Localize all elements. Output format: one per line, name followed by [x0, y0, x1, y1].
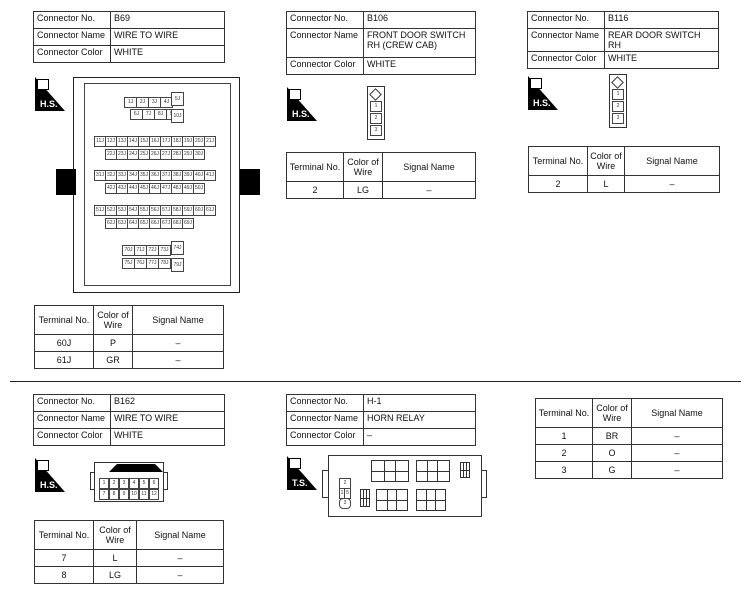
label: Connector No. — [528, 12, 605, 29]
signal-cell: – — [625, 176, 720, 193]
color-cell: GR — [94, 352, 133, 369]
signal-cell: – — [137, 550, 224, 567]
pin: 48J — [171, 183, 183, 194]
pin: 12 — [149, 489, 159, 500]
h1-terminal-table — [535, 398, 723, 479]
badge-label: H.S. — [40, 99, 58, 109]
header-terminal: Terminal No. — [287, 153, 344, 182]
pin: 38J — [171, 170, 183, 181]
pin: 25J — [138, 149, 150, 160]
pin: 2 — [109, 478, 119, 489]
relay-cavity — [371, 460, 409, 482]
pin: 8 — [109, 489, 119, 500]
pin: 3 — [119, 478, 129, 489]
pin: 2 — [612, 101, 624, 112]
value: WHITE — [111, 46, 225, 63]
label: Connector Name — [287, 412, 364, 429]
pin: 11 — [139, 489, 149, 500]
pin: 42J — [105, 183, 117, 194]
pin: 4J — [160, 97, 173, 108]
b162-connector — [94, 462, 164, 502]
signal-cell: – — [137, 567, 224, 584]
signal-cell: – — [383, 182, 476, 199]
pin: 33J — [116, 170, 128, 181]
pin: 10J — [171, 109, 184, 123]
header-color: Color of Wire — [94, 306, 133, 335]
value: B162 — [111, 395, 225, 412]
pin: 66J — [149, 218, 161, 229]
pin: 9 — [119, 489, 129, 500]
relay-cavity — [360, 489, 370, 507]
pin: 57J — [160, 205, 172, 216]
table-row — [35, 567, 224, 584]
terminal-cell: 61J — [35, 352, 94, 369]
harness-side-icon — [287, 87, 317, 121]
right-latch — [163, 472, 168, 490]
pin: 7J — [142, 109, 155, 120]
pin: 2 — [339, 478, 351, 489]
label: Connector Name — [287, 29, 364, 58]
pin: 36J — [149, 170, 161, 181]
section-divider — [10, 381, 741, 382]
pin: 77J — [146, 258, 159, 269]
pin: 19J — [182, 136, 194, 147]
pin: 69J — [182, 218, 194, 229]
header-terminal: Terminal No. — [35, 306, 94, 335]
pin: 43J — [116, 183, 128, 194]
pin: 22J — [105, 149, 117, 160]
pin: 49J — [182, 183, 194, 194]
signal-cell: – — [632, 445, 723, 462]
color-cell: P — [94, 335, 133, 352]
harness-side-icon — [35, 77, 65, 111]
pin: 70J — [122, 245, 135, 256]
pin: 27J — [160, 149, 172, 160]
pin: 46J — [149, 183, 161, 194]
relay-cavity — [376, 489, 408, 511]
latch-icon — [109, 464, 163, 472]
header-signal: Signal Name — [137, 521, 224, 550]
b69-info-table — [33, 11, 225, 63]
pin: 67J — [160, 218, 172, 229]
label: Connector Color — [287, 429, 364, 446]
latch-icon — [611, 76, 624, 89]
badge-label: T.S. — [292, 478, 308, 488]
b106-terminal-table — [286, 152, 476, 199]
pin: 35J — [138, 170, 150, 181]
badge-label: H.S. — [40, 480, 58, 490]
pin: 3 — [339, 498, 351, 509]
relay-pin-block — [339, 478, 351, 508]
right-latch — [240, 169, 260, 195]
header-color: Color of Wire — [94, 521, 137, 550]
value: B69 — [111, 12, 225, 29]
left-latch — [56, 169, 76, 195]
harness-side-icon — [528, 76, 558, 110]
header-signal: Signal Name — [133, 306, 224, 335]
pin: 8J — [154, 109, 167, 120]
label: Connector Name — [528, 29, 605, 52]
b69-terminal-table — [34, 305, 224, 369]
pin: 65J — [138, 218, 150, 229]
header-signal: Signal Name — [383, 153, 476, 182]
pin: 1J — [124, 97, 137, 108]
pin: 61J — [204, 205, 216, 216]
pin: 2J — [136, 97, 149, 108]
color-cell: G — [593, 462, 632, 479]
header-terminal: Terminal No. — [529, 147, 588, 176]
table-row — [287, 182, 476, 199]
color-cell: L — [94, 550, 137, 567]
label: Connector Color — [34, 429, 111, 446]
label: Connector Color — [34, 46, 111, 63]
pin: 17J — [160, 136, 172, 147]
value: WHITE — [605, 52, 719, 69]
pin: 45J — [138, 183, 150, 194]
header-signal: Signal Name — [625, 147, 720, 176]
pin: 34J — [127, 170, 139, 181]
pin: 15J — [138, 136, 150, 147]
pin: 56J — [149, 205, 161, 216]
terminal-cell: 1 — [536, 428, 593, 445]
pin: 14J — [127, 136, 139, 147]
terminal-cell: 2 — [287, 182, 344, 199]
pin: 23J — [116, 149, 128, 160]
pin: 54J — [127, 205, 139, 216]
pin: 71J — [134, 245, 147, 256]
label: Connector No. — [287, 12, 364, 29]
right-latch — [481, 470, 487, 498]
pin: 37J — [160, 170, 172, 181]
terminal-cell: 2 — [529, 176, 588, 193]
h1-info-table — [286, 394, 476, 446]
pin: 68J — [171, 218, 183, 229]
connector-glyph-icon — [289, 458, 301, 469]
pin: 72J — [146, 245, 159, 256]
pin: 31J — [94, 170, 106, 181]
color-cell: BR — [593, 428, 632, 445]
terminal-cell: 7 — [35, 550, 94, 567]
b162-terminal-table — [34, 520, 224, 584]
table-row — [536, 445, 723, 462]
pin: 47J — [160, 183, 172, 194]
pin: 78J — [158, 258, 171, 269]
b106-info-table — [286, 11, 476, 75]
table-row — [35, 352, 224, 369]
pin: 30J — [193, 149, 205, 160]
header-color: Color of Wire — [588, 147, 625, 176]
pin: 10 — [129, 489, 139, 500]
pin: 59J — [182, 205, 194, 216]
badge-label: H.S. — [533, 98, 551, 108]
pin: 3 — [612, 113, 624, 124]
signal-cell: – — [133, 335, 224, 352]
table-row — [536, 462, 723, 479]
terminal-cell: 60J — [35, 335, 94, 352]
label: Connector No. — [287, 395, 364, 412]
pin: 2 — [370, 113, 382, 124]
label: Connector Color — [287, 58, 364, 75]
pin: 53J — [116, 205, 128, 216]
pin: 1 — [612, 89, 624, 100]
pin: 26J — [149, 149, 161, 160]
terminal-cell: 2 — [536, 445, 593, 462]
value: HORN RELAY — [364, 412, 476, 429]
label: Connector Name — [34, 29, 111, 46]
relay-cavity — [416, 460, 450, 482]
pin: 44J — [127, 183, 139, 194]
pin: 13J — [116, 136, 128, 147]
pin: 11J — [94, 136, 106, 147]
color-cell: O — [593, 445, 632, 462]
pin: 75J — [122, 258, 135, 269]
pin: 74J — [171, 241, 184, 255]
harness-side-icon — [35, 458, 65, 492]
pin: 64J — [127, 218, 139, 229]
value: FRONT DOOR SWITCH RH (CREW CAB) — [364, 29, 476, 58]
table-row — [536, 428, 723, 445]
value: – — [364, 429, 476, 446]
value: B116 — [605, 12, 719, 29]
pin: 5 — [344, 488, 351, 499]
pin: 1 — [99, 478, 109, 489]
label: Connector Name — [34, 412, 111, 429]
connector-glyph-icon — [37, 79, 49, 90]
pin: 73J — [158, 245, 171, 256]
label: Connector No. — [34, 12, 111, 29]
pin: 55J — [138, 205, 150, 216]
latch-icon — [369, 88, 382, 101]
pin: 40J — [193, 170, 205, 181]
terminal-side-icon — [287, 456, 317, 490]
pin: 41J — [204, 170, 216, 181]
header-terminal: Terminal No. — [536, 399, 593, 428]
label: Connector Color — [528, 52, 605, 69]
value: WHITE — [364, 58, 476, 75]
pin: 24J — [127, 149, 139, 160]
pin: 21J — [204, 136, 216, 147]
header-terminal: Terminal No. — [35, 521, 94, 550]
pin: 20J — [193, 136, 205, 147]
pin: 32J — [105, 170, 117, 181]
pin: 29J — [182, 149, 194, 160]
header-color: Color of Wire — [593, 399, 632, 428]
table-row — [35, 335, 224, 352]
value: WIRE TO WIRE — [111, 29, 225, 46]
pin: 16J — [149, 136, 161, 147]
terminal-cell: 3 — [536, 462, 593, 479]
table-row — [35, 550, 224, 567]
pin: 5 — [139, 478, 149, 489]
signal-cell: – — [133, 352, 224, 369]
pin: 5J — [171, 92, 184, 106]
pin: 28J — [171, 149, 183, 160]
pin: 6 — [149, 478, 159, 489]
pin: 39J — [182, 170, 194, 181]
pin: 51J — [94, 205, 106, 216]
value: REAR DOOR SWITCH RH — [605, 29, 719, 52]
connector-glyph-icon — [530, 78, 542, 89]
terminal-cell: 8 — [35, 567, 94, 584]
pin: 12J — [105, 136, 117, 147]
b116-connector — [609, 74, 627, 128]
relay-cavity — [460, 462, 470, 478]
pin: 62J — [105, 218, 117, 229]
pin: 4 — [129, 478, 139, 489]
pin: 6J — [130, 109, 143, 120]
connector-glyph-icon — [37, 460, 49, 471]
label: Connector No. — [34, 395, 111, 412]
left-latch — [90, 472, 95, 490]
signal-cell: – — [632, 428, 723, 445]
pin: 3 — [370, 125, 382, 136]
value: WIRE TO WIRE — [111, 412, 225, 429]
table-row — [529, 176, 720, 193]
value: H-1 — [364, 395, 476, 412]
left-latch — [322, 470, 328, 498]
color-cell: L — [588, 176, 625, 193]
color-cell: LG — [94, 567, 137, 584]
header-color: Color of Wire — [344, 153, 383, 182]
b116-info-table — [527, 11, 719, 69]
pin: 50J — [193, 183, 205, 194]
connector-glyph-icon — [289, 89, 301, 100]
pin: 52J — [105, 205, 117, 216]
pin: 63J — [116, 218, 128, 229]
header-signal: Signal Name — [632, 399, 723, 428]
pin: 3J — [148, 97, 161, 108]
color-cell: LG — [344, 182, 383, 199]
pin: 1 — [339, 488, 345, 499]
pin: 7 — [99, 489, 109, 500]
b162-info-table — [33, 394, 225, 446]
pin: 76J — [134, 258, 147, 269]
pin: 60J — [193, 205, 205, 216]
relay-cavity — [416, 489, 446, 511]
pin: 79J — [171, 258, 184, 272]
pin: 18J — [171, 136, 183, 147]
pin: 1 — [370, 101, 382, 112]
b106-connector — [367, 86, 385, 140]
b116-terminal-table — [528, 146, 720, 193]
value: WHITE — [111, 429, 225, 446]
badge-label: H.S. — [292, 109, 310, 119]
value: B106 — [364, 12, 476, 29]
signal-cell: – — [632, 462, 723, 479]
pin: 58J — [171, 205, 183, 216]
